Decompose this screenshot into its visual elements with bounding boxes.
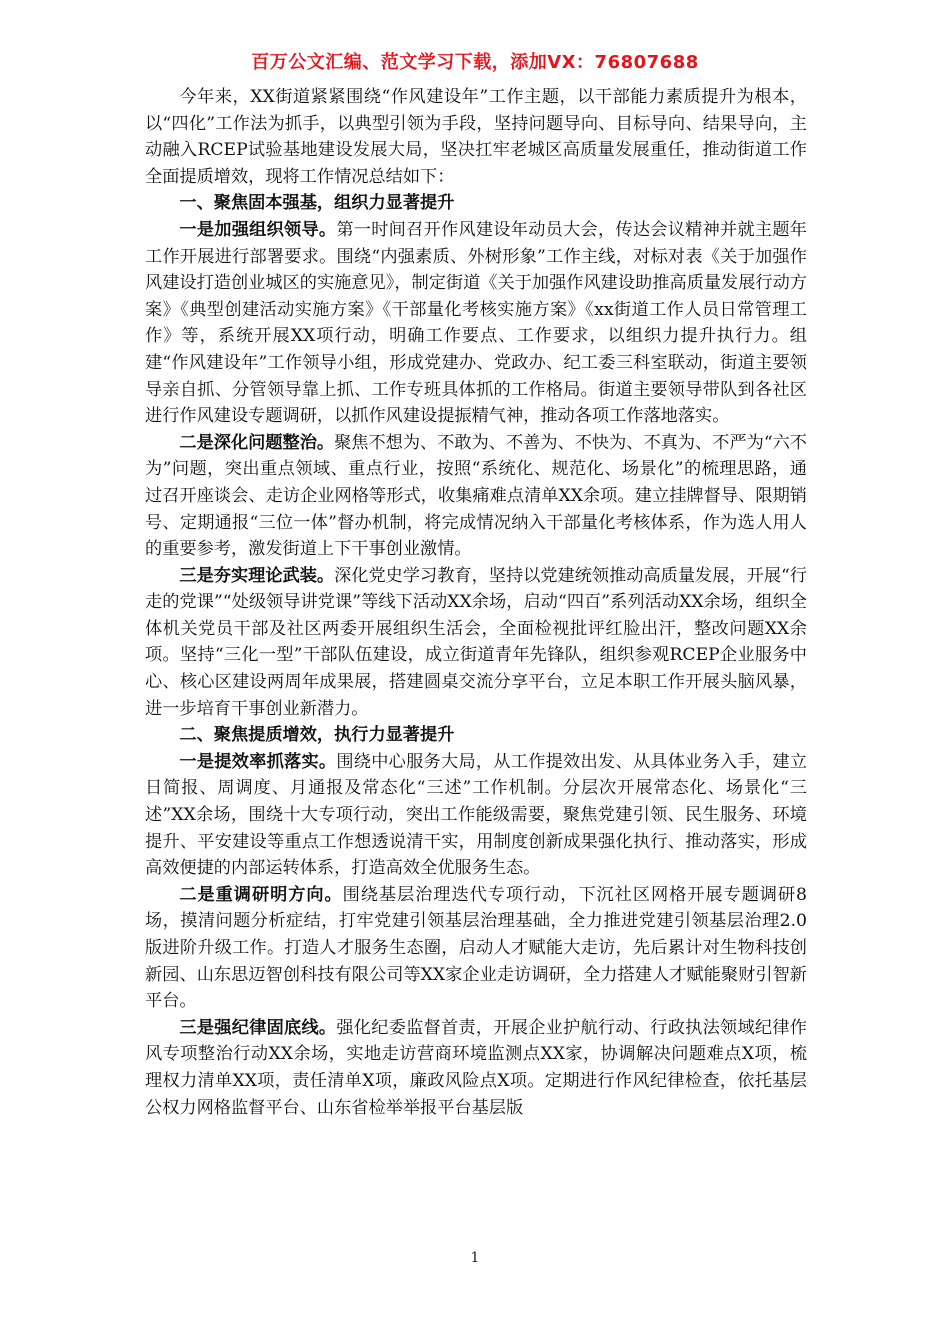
section2-paragraph-1 [145, 749, 807, 882]
section2-paragraph-2 [145, 882, 807, 1015]
header-banner: 百万公文汇编、范文学习下载，添加VX：76807688 [251, 52, 699, 73]
paragraph-text: 聚焦不想为、不敢为、不善为、不快为、不真为、不严为“六不为”问题，突出重点领域、重点行业，按照“系统化、规范化、场景化”的梳理思路，通过召开座谈会、走访企业网格等形式，收集痛难点清单XX余项。建立挂牌督导、限期销号、定期通报“三位一体”督办机制，将完成情况纳入干部量化考核体系，作为选人用人的重要参考，激发街道上下干事创业激情。 [145, 432, 807, 560]
paragraph-text: 围绕基层治理迭代专项行动，下沉社区网格开展专题调研8场，摸清问题分析症结，打牢党建引领基层治理基础，全力推进党建引领基层治理2.0版进阶升级工作。打造人才服务生态圈，启动人才赋能大走访，先后累计对生物科技创新园、山东思迈智创科技有限公司等XX家企业走访调研，全力搭建人才赋能聚财引智新平台。 [145, 884, 807, 1012]
paragraph-lead: 二是重调研明方向。 [179, 884, 343, 905]
section2-heading: 二、聚焦提质增效，执行力显著提升 [179, 725, 455, 746]
document-body [145, 84, 807, 1121]
section1-paragraph-2 [145, 430, 807, 563]
paragraph-lead: 三是强纪律固底线。 [179, 1017, 337, 1038]
paragraph-text: 强化纪委监督首责，开展企业护航行动、行政执法领域纪律作风专项整治行动XX余场，实地走访营商环境监测点XX家，协调解决问题难点X项，梳理权力清单XX项，责任清单X项，廉政风险点X项。定期进行作风纪律检查，依托基层公权力网格监督平台、山东省检举举报平台基层版 [145, 1017, 807, 1118]
paragraph-text: 深化党史学习教育，坚持以党建统领推动高质量发展，开展“行走的党课”“处级领导讲党课”等线下活动XX余场，启动“四百”系列活动XX余场，组织全体机关党员干部及社区两委开展组织生活会，全面检视批评红脸出汗，整改问题XX余项。坚持“三化一型”干部队伍建设，成立街道青年先锋队，组织参观RCEP企业服务中心、核心区建设两周年成果展，搭建圆桌交流分享平台，立足本职工作开展头脑风暴，进一步培育干事创业新潜力。 [145, 565, 807, 719]
section1-heading: 一、聚焦固本强基，组织力显著提升 [179, 193, 455, 214]
intro-paragraph: 今年来，XX街道紧紧围绕“作风建设年”工作主题，以干部能力素质提升为根本，以“四化”工作法为抓手，以典型引领为手段，坚持问题导向、目标导向、结果导向，主动融入RCEP试验基地建设发展大局，坚决扛牢老城区高质量发展重任，推动街道工作全面提质增效，现将工作情况总结如下： [145, 87, 807, 187]
paragraph-lead: 二是深化问题整治。 [179, 432, 335, 453]
paragraph-lead: 一是提效率抓落实。 [179, 751, 337, 772]
section1-paragraph-1 [145, 217, 807, 430]
page-number: 1 [470, 1250, 480, 1266]
section1-paragraph-3 [145, 563, 807, 723]
paragraph-lead: 一是加强组织领导。 [179, 219, 337, 240]
paragraph-lead: 三是夯实理论武装。 [179, 565, 335, 586]
paragraph-text: 第一时间召开作风建设年动员大会，传达会议精神并就主题年工作开展进行部署要求。围绕“内强素质、外树形象”工作主线，对标对表《关于加强作风建设打造创业城区的实施意见》，制定街道《关于加强作风建设助推高质量发展行动方案》《典型创建活动实施方案》《干部量化考核实施方案》《xx街道工作人员日常管理工作》等，系统开展XX项行动，明确工作要点、工作要求，以组织力提升执行力。组建“作风建设年”工作领导小组，形成党建办、党政办、纪工委三科室联动，街道主要领导亲自抓、分管领导靠上抓、工作专班具体抓的工作格局。街道主要领导带队到各社区进行作风建设专题调研，以抓作风建设提振精气神，推动各项工作落地落实。 [145, 219, 807, 427]
paragraph-text: 围绕中心服务大局，从工作提效出发、从具体业务入手，建立日简报、周调度、月通报及常态化“三述”工作机制。分层次开展常态化、场景化“三述”XX余场，围绕十大专项行动，突出工作能级需要，聚焦党建引领、民生服务、环境提升、平安建设等重点工作想透说清干实，用制度创新成果强化执行、推动落实，形成高效便捷的内部运转体系，打造高效全优服务生态。 [145, 751, 807, 879]
section2-paragraph-3 [145, 1015, 807, 1121]
